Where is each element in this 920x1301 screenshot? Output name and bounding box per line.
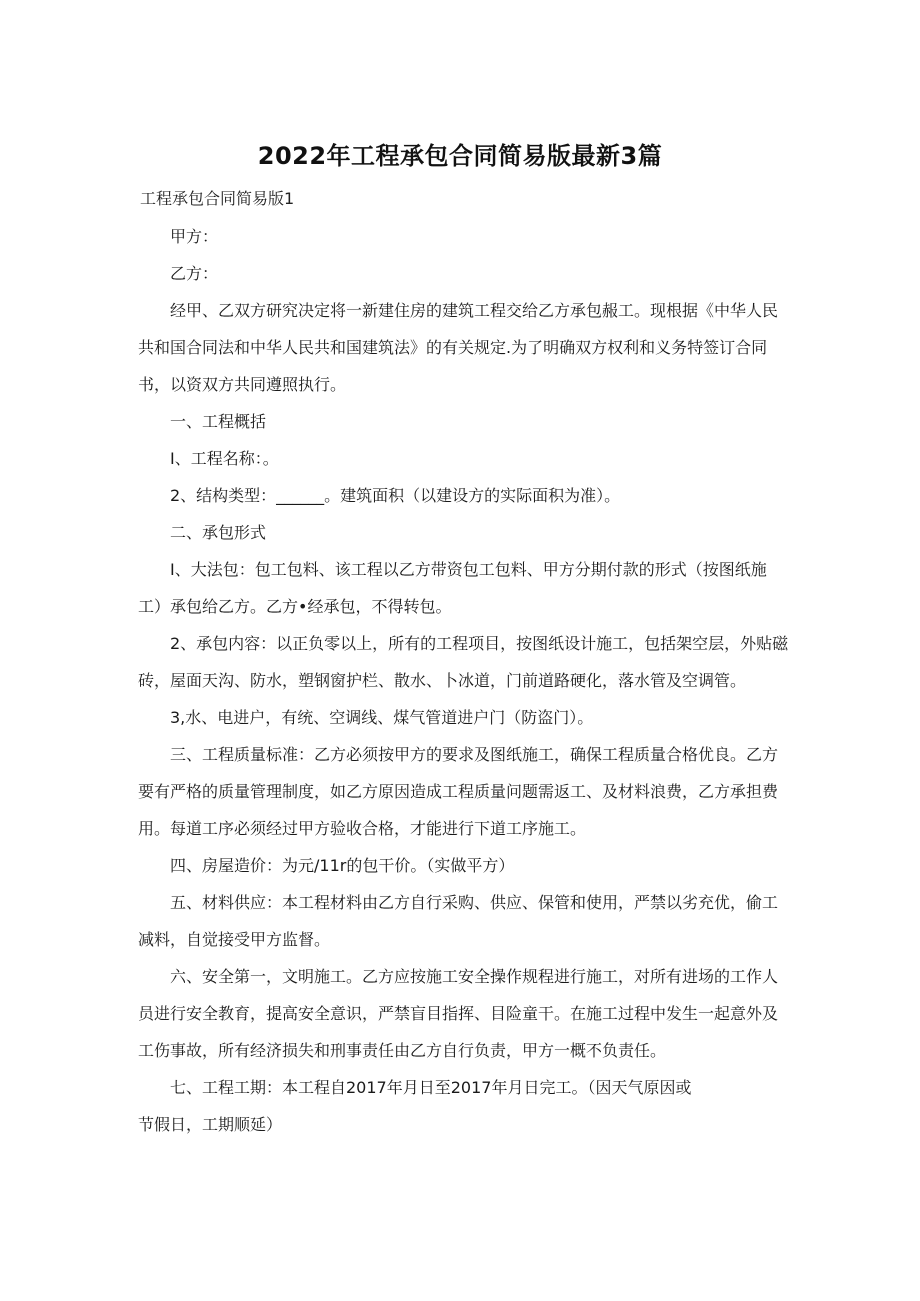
clause-paragraph: 五、材料供应：本工程材料由乙方自行采购、供应、保管和使用，严禁以劣充优，偷工减料，自觉接受甲方监督。 [138, 893, 779, 949]
party-a-line: 甲方： [170, 227, 219, 246]
clause-paragraph: 2、承包内容：以正负零以上，所有的工程项目，按图纸设计施工，包括架空层，外贴磁砖，屋面天沟、防水，塑钢窗护栏、散水、卜冰道，门前道路硬化，落水管及空调管。 [138, 634, 789, 690]
preamble-paragraph: 经甲、乙双方研究决定将一新建住房的建筑工程交给乙方承包赧工。现根据《中华人民共和国合同法和中华人民共和国建筑法》的有关规定.为了明确双方权利和义务特签订合同书，以资双方共同遵照执行。 [138, 301, 779, 394]
clause-paragraph: 三、工程质量标准：乙方必须按甲方的要求及图纸施工，确保工程质量合格优良。乙方要有严格的质量管理制度，如乙方原因造成工程质量问题需返工、及材料浪费，乙方承担费用。每道工序必须经过甲方验收合格，才能进行下道工序施工。 [138, 745, 779, 838]
section-heading: 二、承包形式 [170, 523, 267, 542]
contract-body [138, 218, 790, 1143]
clause-paragraph: I、工程名称：。 [170, 449, 279, 468]
section-heading: 一、工程概括 [170, 412, 267, 431]
clause-paragraph: 2、结构类型：______。建筑面积（以建设方的实际面积为准）。 [170, 486, 621, 505]
party-b-line: 乙方： [170, 264, 219, 283]
contract-subtitle: 工程承包合同简易版1 [140, 189, 295, 208]
clause-paragraph: I、大法包：包工包料、该工程以乙方带资包工包料、甲方分期付款的形式（按图纸施工）承包给乙方。乙方•经承包，不得转包。 [138, 560, 767, 616]
clause-paragraph: 3,水、电进户，有统、空调线、煤气管道进户门（防盗门）。 [170, 708, 594, 727]
clause-paragraph: 六、安全第一，文明施工。乙方应按施工安全操作规程进行施工，对所有进场的工作人员进行安全教育，提高安全意识，严禁盲目指挥、目险童干。在施工过程中发生一起意外及工伤事故，所有经济损失和刑事责任由乙方自行负责，甲方一概不负责任。 [138, 967, 779, 1060]
document-title: 2022年工程承包合同简易版最新3篇 [257, 142, 663, 170]
clause-paragraph: 四、房屋造价：为元/11r的包干价。（实做平方） [170, 856, 515, 875]
clause-paragraph: 七、工程工期：本工程自2017年月日至2017年月日完工。（因天气原因或节假日，工期顺延） [138, 1078, 692, 1134]
